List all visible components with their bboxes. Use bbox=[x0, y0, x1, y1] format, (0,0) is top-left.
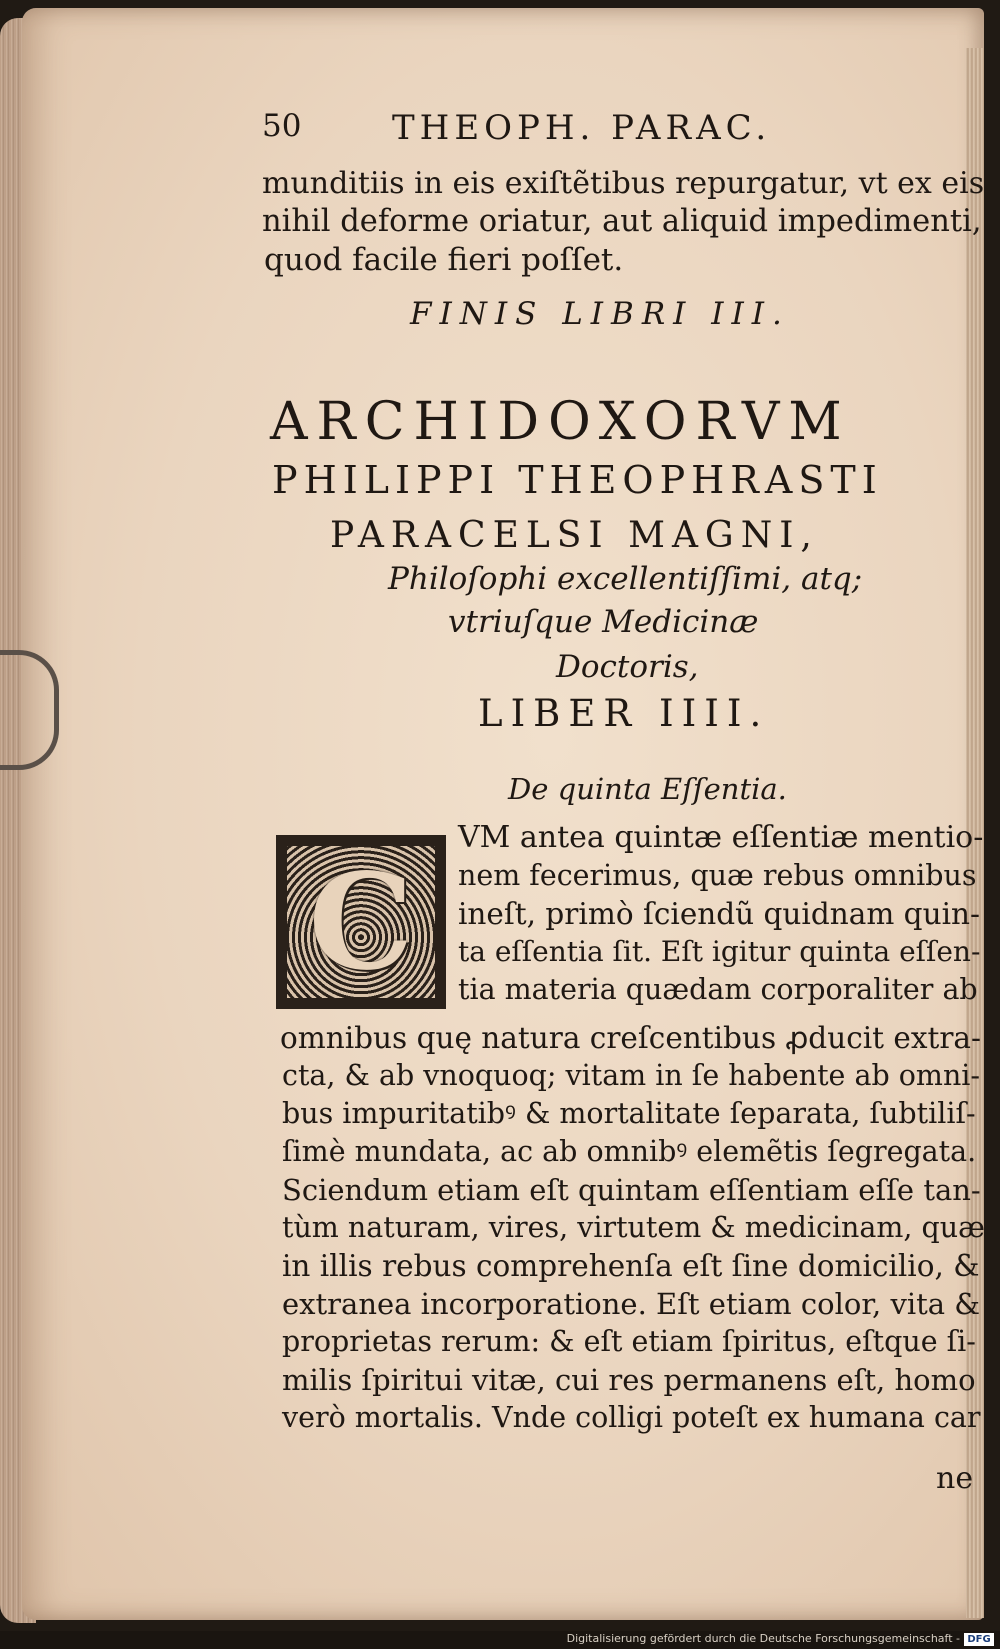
continuation-line: quod facile fieri poſſet. bbox=[264, 242, 624, 278]
decorated-initial bbox=[276, 835, 446, 1009]
title-line: PHILIPPI THEOPHRASTI bbox=[272, 458, 883, 502]
title-line: ARCHIDOXORVM bbox=[270, 392, 851, 452]
body-line: in illis rebus comprehenſa eſt ſine domicilio, & bbox=[282, 1249, 980, 1283]
body-line: cta, & ab vnoquoq; vitam in ſe habente ab omni- bbox=[282, 1059, 981, 1092]
dfg-logo: DFG bbox=[964, 1633, 994, 1646]
body-line: tùm naturam, vires, virtutem & medicinam, quæ bbox=[282, 1211, 985, 1244]
continuation-line: munditiis in eis exiſtẽtibus repurgatur, vt ex eis bbox=[262, 166, 985, 201]
body-line: ſimè mundata, ac ab omnibꝰ elemẽtis ſegregata. bbox=[282, 1135, 977, 1168]
body-line: omnibus quę natura creſcentibus ꝓducit extra- bbox=[280, 1021, 981, 1055]
folio: 50 bbox=[262, 108, 302, 144]
body-line: VM antea quintæ eſſentiæ mentio- bbox=[458, 820, 984, 855]
finis-line: FINIS LIBRI III. bbox=[410, 296, 790, 332]
book-number: LIBER IIII. bbox=[478, 692, 770, 735]
running-head bbox=[262, 108, 862, 152]
body-line: ineſt, primò ſciendũ quidnam quin- bbox=[458, 897, 980, 931]
title-line: vtriuſque Medicinæ bbox=[448, 604, 759, 640]
title-line: PARACELSI MAGNI, bbox=[330, 515, 819, 556]
body-line: bus impuritatibꝰ & mortalitate ſeparata, ſubtiliſ- bbox=[282, 1097, 976, 1130]
body-line: proprietas rerum: & eſt etiam ſpiritus, eſtque ſi- bbox=[282, 1325, 976, 1358]
body-line: ta eſſentia ſit. Eſt igitur quinta eſſen- bbox=[458, 935, 981, 968]
chapter-subtitle: De quinta Eſſentia. bbox=[508, 772, 787, 806]
body-line: tia materia quædam corporaliter ab bbox=[458, 973, 978, 1006]
footer-bar bbox=[0, 1631, 1000, 1649]
title-line: Doctoris, bbox=[556, 649, 699, 685]
body-line: extranea incorporatione. Eſt etiam color, vita & bbox=[282, 1287, 981, 1321]
title-line: Philoſophi excellentiſſimi, atq; bbox=[388, 561, 863, 597]
continuation-line: nihil deforme oriatur, aut aliquid impedimenti, bbox=[262, 204, 982, 239]
catchword: ne bbox=[936, 1461, 974, 1496]
body-line: verò mortalis. Vnde colligi poteſt ex humana car bbox=[282, 1401, 981, 1434]
body-line: milis ſpiritui vitæ, cui res permanens eſt, homo bbox=[282, 1363, 976, 1397]
body-line: nem fecerimus, quæ rebus omnibus bbox=[458, 859, 977, 892]
body-line: Sciendum etiam eſt quintam eſſentiam eſſe tan- bbox=[282, 1173, 981, 1207]
running-title: THEOPH. PARAC. bbox=[392, 108, 772, 148]
footer-credit: Digitalisierung gefördert durch die Deutsche Forschungsgemeinschaft - bbox=[566, 1632, 960, 1645]
initial-letter: C bbox=[308, 844, 414, 1000]
